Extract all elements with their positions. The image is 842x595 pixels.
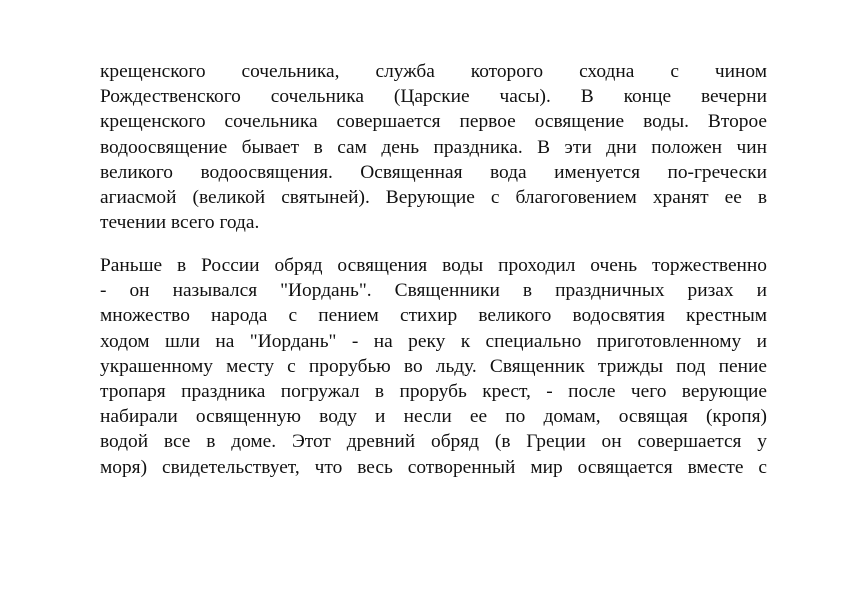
text-line: тропаря праздника погружал в прорубь крест, - после чего верующие bbox=[100, 380, 767, 402]
text-line: агиасмой (великой святыней). Верующие с благоговением хранят ее в bbox=[100, 186, 767, 208]
paragraph-1 bbox=[100, 59, 767, 235]
text-line: множество народа с пением стихир великого водосвятия крестным bbox=[100, 305, 767, 327]
text-line: украшенному месту с прорубью во льду. Священник трижды под пение bbox=[100, 355, 767, 377]
text-line: великого водоосвящения. Освященная вода именуется по-гречески bbox=[100, 161, 767, 183]
text-line: водоосвящение бывает в сам день праздника. В эти дни положен чин bbox=[100, 136, 767, 158]
text-line: крещенского сочельника, служба которого сходна с чином bbox=[100, 61, 767, 82]
text-line: течении всего года. bbox=[100, 212, 260, 234]
text-line: крещенского сочельника совершается первое освящение воды. Второе bbox=[100, 111, 767, 133]
text-line: водой все в доме. Этот древний обряд (в Греции он совершается у bbox=[100, 431, 767, 453]
text-line: моря) свидетельствует, что весь сотворенный мир освящается вместе с bbox=[100, 456, 767, 478]
paragraph-2 bbox=[100, 253, 767, 480]
text-line: Раньше в России обряд освящения воды проходил очень торжественно bbox=[100, 255, 767, 276]
text-line: Рождественского сочельника (Царские часы). В конце вечерни bbox=[100, 86, 767, 108]
text-line: ходом шли на "Иордань" - на реку к специально приготовленному и bbox=[100, 330, 767, 352]
text-line: набирали освященную воду и несли ее по домам, освящая (кропя) bbox=[100, 406, 767, 428]
text-line: - он назывался "Иордань". Священники в праздничных ризах и bbox=[100, 280, 767, 302]
